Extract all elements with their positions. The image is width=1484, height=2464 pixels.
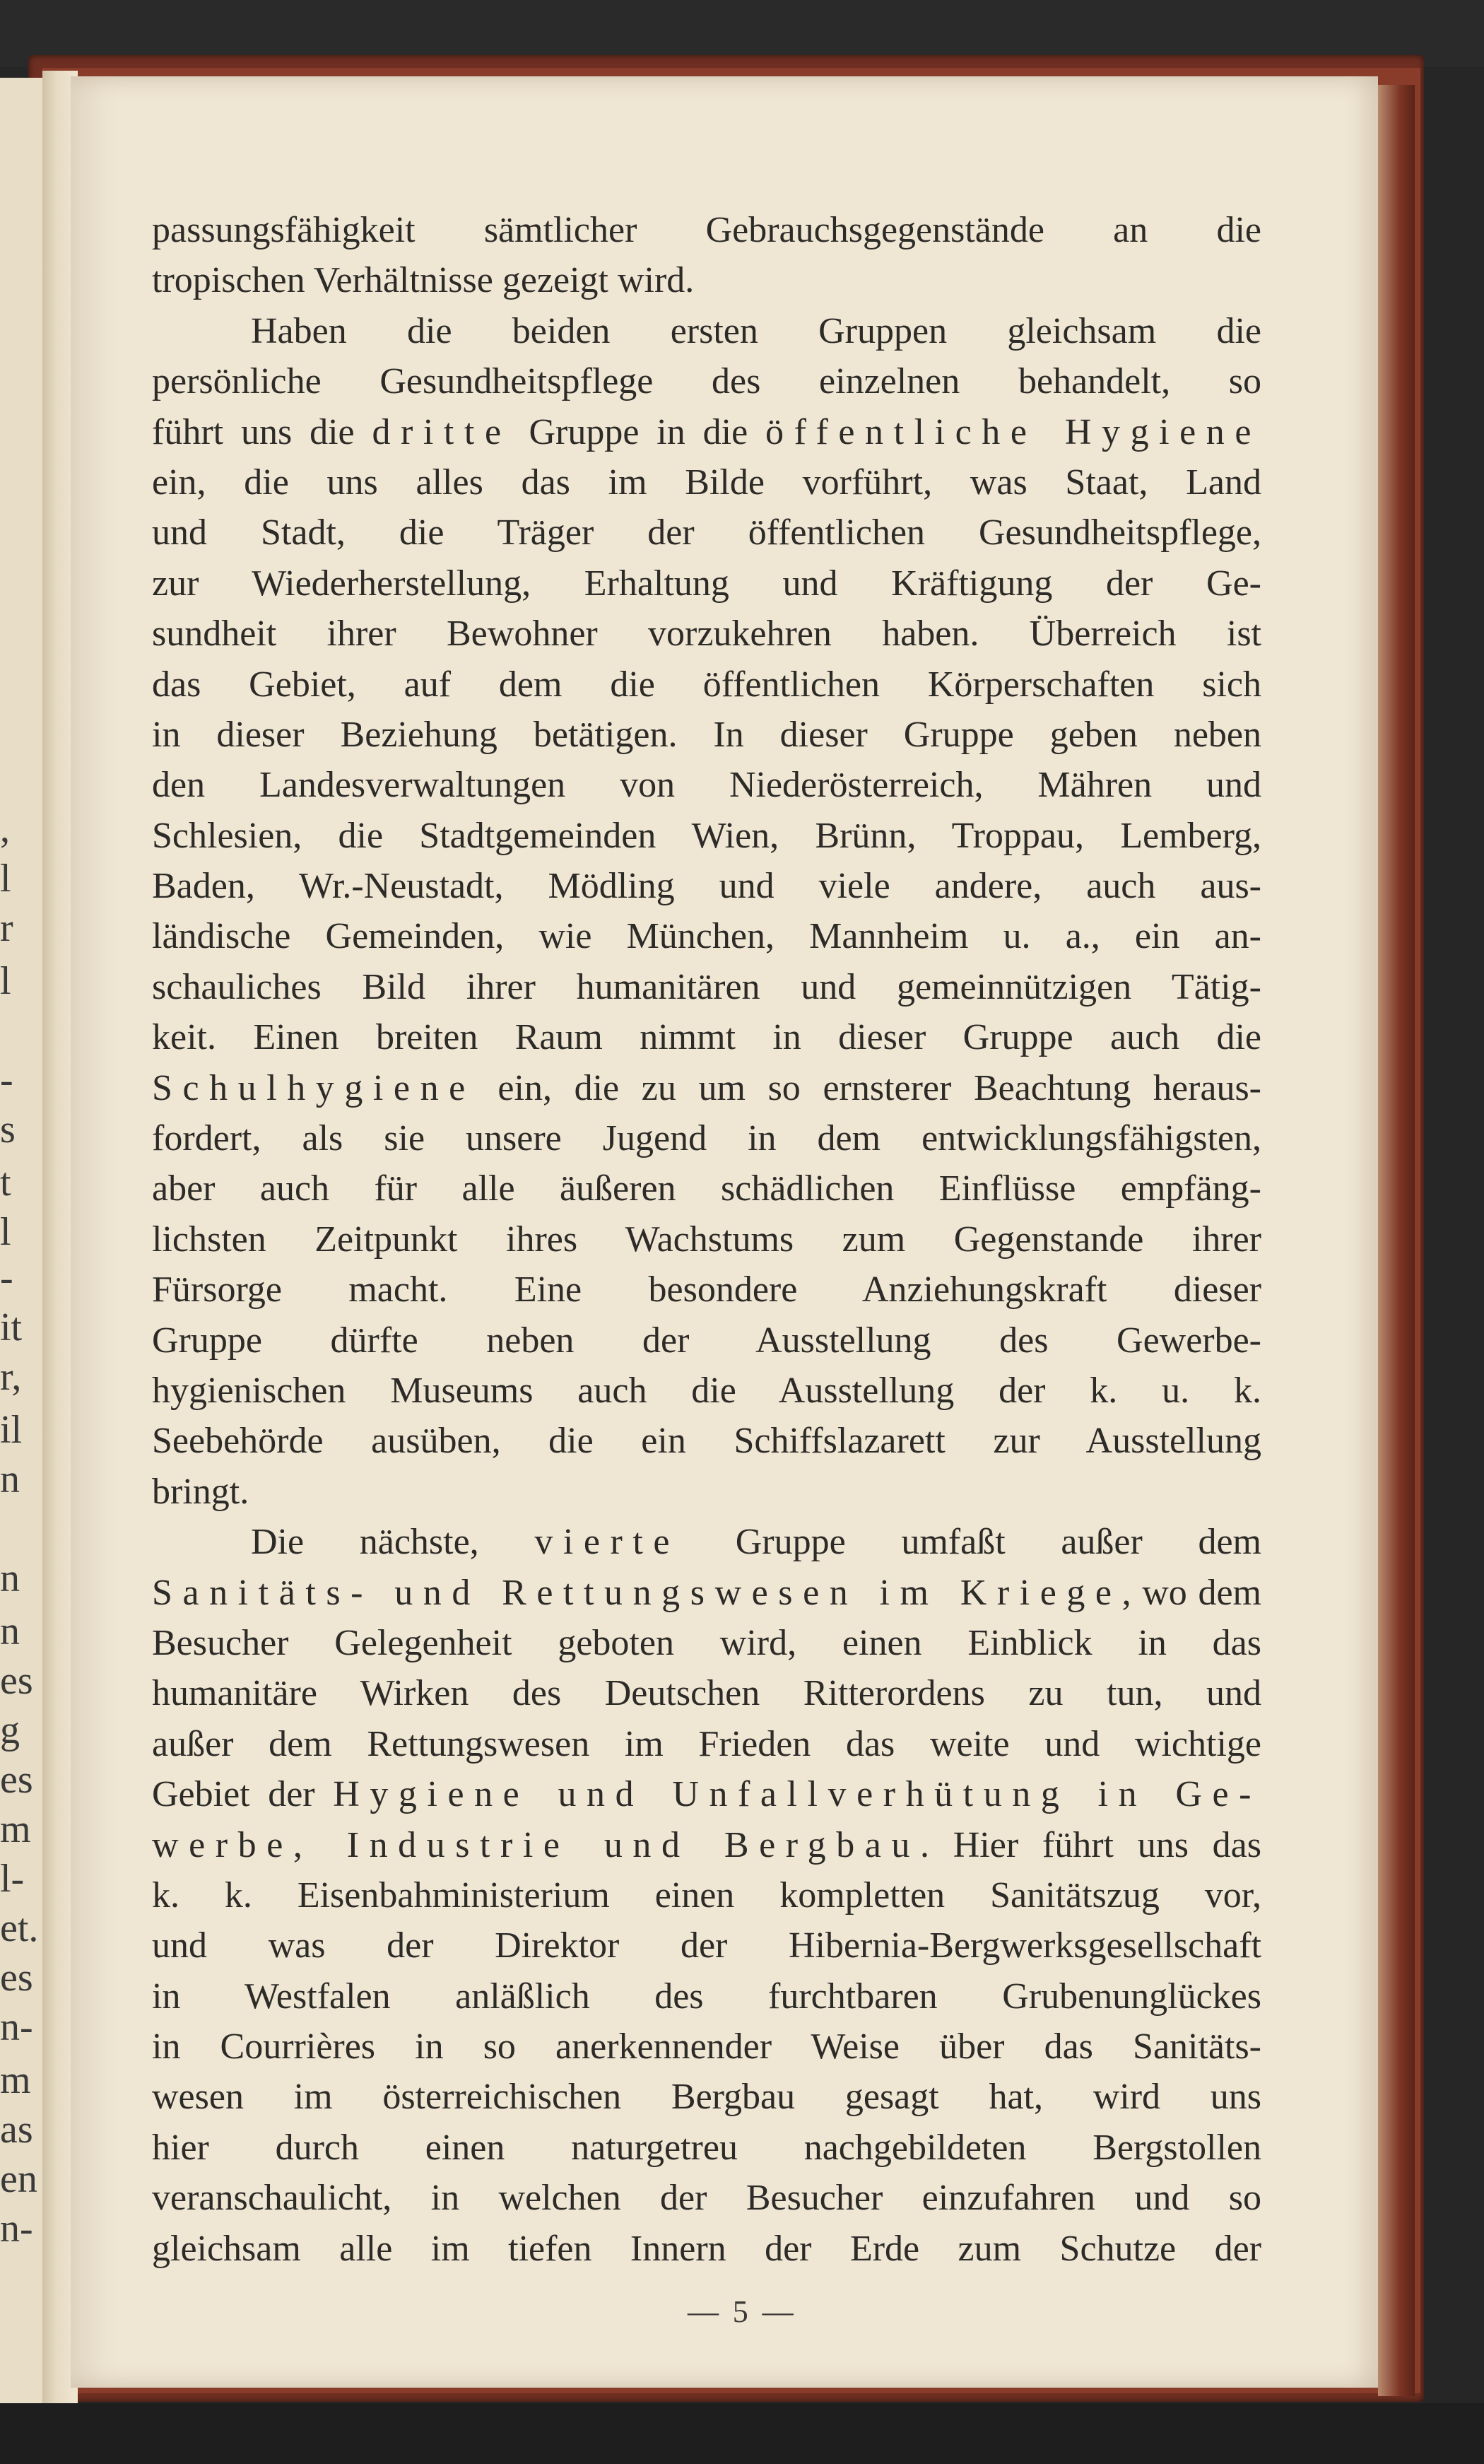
text-line [152, 1920, 1261, 1971]
facing-page-char: et. [0, 1906, 39, 1950]
text-line [152, 255, 1261, 305]
text-line [152, 609, 1261, 659]
text-line [152, 457, 1261, 508]
text-line [152, 1668, 1261, 1718]
text-run: fordert, als sie unsere Jugend in dem entwicklungsfähigsten, [152, 1118, 1261, 1159]
text-line [152, 2123, 1261, 2173]
facing-page-char: es [0, 1956, 33, 2000]
emphasized-text: öffentliche Hygiene [765, 411, 1262, 452]
text-line [152, 1870, 1261, 1920]
text-line [152, 1568, 1261, 1618]
text-line [152, 710, 1261, 760]
facing-page-char: il [0, 1408, 23, 1452]
facing-page-char: n [0, 1609, 20, 1653]
facing-page-char: n- [0, 2207, 33, 2251]
text-run: gleichsam alle im tiefen Innern der Erde zum Schutze der [152, 2228, 1261, 2269]
page-number: — 5 — [688, 2294, 796, 2329]
text-run: Baden, Wr.-Neustadt, Mödling und viele andere, auch aus- [152, 866, 1261, 907]
emphasized-text: vierte [534, 1522, 681, 1563]
text-run: in Westfalen anläßlich des furchtbaren Grubenunglückes [152, 1976, 1261, 2017]
scan-bottom [0, 2403, 1484, 2464]
text-line [152, 1113, 1261, 1163]
facing-page-char: n- [0, 2005, 33, 2049]
text-run: außer dem Rettungswesen im Frieden das weite und wichtige [152, 1723, 1261, 1764]
text-run: schauliches Bild ihrer humanitären und gemeinnützigen Tätig- [152, 966, 1261, 1007]
facing-page-char: s [0, 1108, 16, 1151]
text-line [152, 356, 1261, 406]
text-line [152, 962, 1261, 1012]
text-run: k. k. Eisenbahministerium einen kompletten Sanitätszug vor, [152, 1875, 1261, 1916]
text-run: tropischen Verhältnisse gezeigt wird. [152, 260, 695, 301]
facing-page-char: - [0, 1058, 13, 1102]
text-line [152, 558, 1261, 609]
facing-page-char: n [0, 1457, 20, 1501]
text-line [152, 911, 1261, 961]
facing-page-char: l- [0, 1857, 25, 1901]
text-line [152, 1366, 1261, 1416]
text-line [152, 1618, 1261, 1668]
text-run: . Hier führt uns das [920, 1824, 1261, 1865]
text-line [152, 760, 1261, 810]
text-line [152, 1467, 1261, 1517]
text-run: ein, die uns alles das im Bilde vorführt, was Staat, Land [152, 462, 1261, 503]
text-line [152, 2224, 1261, 2274]
facing-page-char: n [0, 1556, 20, 1600]
facing-page-char: r, [0, 1355, 22, 1399]
text-run: aber auch für alle äußeren schädlichen Einflüsse empfäng- [152, 1168, 1261, 1209]
text-line [152, 1820, 1261, 1870]
text-run: hygienischen Museums auch die Ausstellung der k. u. k. [152, 1370, 1261, 1411]
text-run: zur Wiederherstellung, Erhaltung und Kräftigung der Ge- [152, 563, 1261, 604]
text-line [152, 659, 1261, 710]
text-run: Schlesien, die Stadtgemeinden Wien, Brünn, Troppau, Lemberg, [152, 815, 1261, 856]
facing-page-char: as [0, 2108, 33, 2152]
facing-page-char: m [0, 1807, 31, 1851]
text-line [152, 508, 1261, 558]
facing-page-char: g [0, 1708, 20, 1752]
text-line [152, 2022, 1261, 2072]
text-run: das Gebiet, auf dem die öffentlichen Körperschaften sich [152, 664, 1261, 705]
text-run: ländische Gemeinden, wie München, Mannheim u. a., ein an- [152, 916, 1261, 957]
text-line [152, 1265, 1261, 1315]
emphasized-text: Hygiene und Unfallverhütung in Ge- [333, 1774, 1261, 1815]
text-line [152, 1315, 1261, 1366]
text-run: lichsten Zeitpunkt ihres Wachstums zum Gegenstande ihrer [152, 1219, 1261, 1260]
text-run: veranschaulicht, in welchen der Besucher einzufahren und so [152, 2178, 1261, 2219]
text-line [152, 205, 1261, 255]
text-line [152, 1971, 1261, 2022]
text-run: passungsfähigkeit sämtlicher Gebrauchsgegenstände an die [152, 210, 1261, 250]
emphasized-text: Schulhygiene [152, 1067, 476, 1108]
facing-page-char: l [0, 1210, 11, 1254]
text-run: und was der Direktor der Hibernia-Bergwerksgesellschaft [152, 1925, 1261, 1966]
facing-page-char: it [0, 1306, 23, 1349]
facing-page-char: es [0, 1659, 33, 1703]
emphasized-text: Sanitäts- und Rettungswesen im Kriege [152, 1572, 1122, 1613]
text-run: und Stadt, die Träger der öffentlichen Gesundheitspflege, [152, 512, 1261, 553]
text-line [152, 811, 1261, 861]
text-run: Gruppe umfaßt außer dem [680, 1522, 1261, 1563]
text-run: , wo dem [1121, 1572, 1261, 1613]
text-run: Gebiet der [152, 1774, 334, 1815]
facing-page-char: t [0, 1161, 11, 1204]
text-line [152, 2173, 1261, 2223]
text-line [152, 2072, 1261, 2122]
text-line [152, 306, 1261, 356]
text-run: keit. Einen breiten Raum nimmt in dieser Gruppe auch die [152, 1017, 1261, 1058]
text-run: in dieser Beziehung betätigen. In dieser Gruppe geben neben [152, 714, 1261, 755]
text-run: Fürsorge macht. Eine besondere Anziehungskraft dieser [152, 1269, 1261, 1310]
text-run: wesen im österreichischen Bergbau gesagt hat, wird uns [152, 2077, 1261, 2118]
emphasized-text: werbe, Industrie und Bergbau [152, 1824, 920, 1865]
text-line [152, 861, 1261, 911]
text-run: sundheit ihrer Bewohner vorzukehren haben. Überreich ist [152, 614, 1261, 655]
text-line [152, 1769, 1261, 1819]
facing-page-char: - [0, 1256, 13, 1300]
page-body-text [152, 205, 1261, 2274]
emphasized-text: dritte [372, 411, 512, 452]
text-run: in Courrières in so anerkennender Weise über das Sanitäts- [152, 2026, 1261, 2067]
text-run: bringt. [152, 1471, 249, 1512]
text-run: Die nächste, [251, 1522, 535, 1563]
facing-page-char: m [0, 2058, 31, 2102]
text-line [152, 1012, 1261, 1062]
facing-page-char: en [0, 2157, 37, 2201]
text-run: Seebehörde ausüben, die ein Schiffslazarett zur Ausstellung [152, 1421, 1261, 1462]
text-line [152, 1214, 1261, 1265]
text-run: ein, die zu um so ernsterer Beachtung heraus- [475, 1067, 1261, 1108]
text-run: persönliche Gesundheitspflege des einzelnen behandelt, so [152, 361, 1261, 402]
text-run: humanitäre Wirken des Deutschen Ritterordens zu tun, und [152, 1673, 1261, 1714]
text-run: Gruppe dürfte neben der Ausstellung des Gewerbe- [152, 1320, 1261, 1361]
text-line [152, 407, 1261, 457]
text-line [152, 1063, 1261, 1113]
text-line [152, 1517, 1261, 1567]
facing-page-char: l [0, 959, 11, 1003]
text-line [152, 1719, 1261, 1769]
text-run: hier durch einen naturgetreu nachgebildeten Bergstollen [152, 2127, 1261, 2168]
text-line [152, 1416, 1261, 1466]
facing-page-char: l [0, 857, 11, 900]
facing-page-char: r [0, 906, 13, 950]
text-run: Gruppe in die [511, 411, 766, 452]
facing-page-char: , [0, 807, 10, 851]
text-run: Besucher Gelegenheit geboten wird, einen Einblick in das [152, 1622, 1261, 1663]
text-line [152, 1163, 1261, 1214]
facing-page-char: es [0, 1758, 33, 1802]
text-run: den Landesverwaltungen von Niederösterreich, Mähren und [152, 765, 1261, 806]
page-edge [1378, 85, 1415, 2396]
text-run: führt uns die [152, 411, 372, 452]
text-run: Haben die beiden ersten Gruppen gleichsam die [251, 310, 1261, 351]
